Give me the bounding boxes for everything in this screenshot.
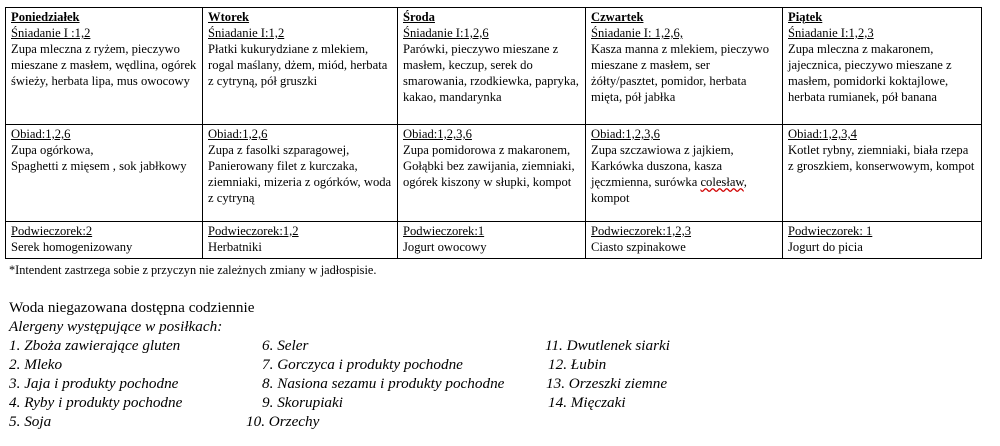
meal-text: Kotlet rybny, ziemniaki, biała rzepa z groszkiem, konserwowym, kompot xyxy=(788,143,975,173)
cell-thursday-snack xyxy=(586,222,783,259)
allergen-item: 5. Soja xyxy=(9,413,52,430)
cell-friday-breakfast xyxy=(783,8,982,125)
meal-text: Herbatniki xyxy=(208,240,262,254)
meal-text xyxy=(591,142,777,206)
allergen-item: 14. Mięczaki xyxy=(548,394,626,411)
allergen-item: 1. Zboża zawierające gluten xyxy=(9,337,181,354)
cell-monday-snack xyxy=(6,222,203,259)
menu-table xyxy=(5,7,982,259)
allergen-item: 2. Mleko xyxy=(9,356,63,373)
meal-text: Zupa mleczna z makaronem, jajecznica, pieczywo mieszane z masłem, pomidorki koktajlowe, herbata rumianek, pół banana xyxy=(788,42,952,104)
day-name: Poniedziałek xyxy=(11,10,80,24)
allergens-title: Alergeny występujące w posiłkach: xyxy=(9,318,223,335)
meal-label: Obiad:1,2,3,6 xyxy=(591,127,660,141)
breakfast-row xyxy=(6,8,982,125)
meal-text-part: , kompot xyxy=(591,175,747,205)
meal-label: Podwieczorek:1,2 xyxy=(208,224,299,238)
cell-tuesday-snack xyxy=(203,222,398,259)
disclaimer-note: *Intendent zastrzega sobie z przyczyn nie zależnych zmiany w jadłospisie. xyxy=(9,263,377,277)
meal-text: Zupa mleczna z ryżem, pieczywo mieszane z masłem, wędlina, ogórek świeży, herbata lipa, mus owocowy xyxy=(11,42,197,88)
allergen-item: 6. Seler xyxy=(262,337,309,354)
cell-friday-snack xyxy=(783,222,982,259)
meal-text-part: Zupa szczawiowa z jajkiem, Karkówka duszona, kasza jęczmienna, surówka xyxy=(591,143,734,189)
meal-label: Podwieczorek: 1 xyxy=(788,224,873,238)
allergen-item: 3. Jaja i produkty pochodne xyxy=(9,375,179,392)
meal-label: Śniadanie I:1,2 xyxy=(208,26,285,40)
meal-label: Obiad:1,2,3,4 xyxy=(788,127,857,141)
day-name: Czwartek xyxy=(591,10,644,24)
allergen-item: 4. Ryby i produkty pochodne xyxy=(9,394,183,411)
allergen-item: 11. Dwutlenek siarki xyxy=(545,337,670,354)
meal-label: Obiad:1,2,6 xyxy=(11,127,71,141)
meal-text: Płatki kukurydziane z mlekiem, rogal maślany, dżem, miód, herbata z cytryną, pół gruszki xyxy=(208,42,388,88)
allergen-item: 10. Orzechy xyxy=(246,413,320,430)
cell-monday-breakfast xyxy=(6,8,203,125)
cell-wednesday-lunch xyxy=(398,125,586,222)
meal-text: Jogurt owocowy xyxy=(403,240,487,254)
meal-text: Zupa ogórkowa, Spaghetti z mięsem , sok jabłkowy xyxy=(11,143,187,173)
cell-thursday-breakfast xyxy=(586,8,783,125)
meal-label: Śniadanie I:1,2,6 xyxy=(403,26,489,40)
meal-label: Podwieczorek:1,2,3 xyxy=(591,224,692,238)
snack-row xyxy=(6,222,982,259)
meal-label: Obiad:1,2,3,6 xyxy=(403,127,472,141)
meal-label: Śniadanie I:1,2,3 xyxy=(788,26,874,40)
meal-label: Podwieczorek:2 xyxy=(11,224,93,238)
meal-label: Podwieczorek:1 xyxy=(403,224,485,238)
meal-text: Zupa z fasolki szparagowej, Panierowany filet z kurczaka, ziemniaki, mizeria z ogórków, woda z cytryną xyxy=(208,143,392,205)
cell-thursday-lunch xyxy=(586,125,783,222)
cell-friday-lunch xyxy=(783,125,982,222)
meal-label: Obiad:1,2,6 xyxy=(208,127,268,141)
meal-text: Serek homogenizowany xyxy=(11,240,133,254)
cell-tuesday-breakfast xyxy=(203,8,398,125)
allergen-item: 12. Łubin xyxy=(548,356,607,373)
allergen-item: 7. Gorczyca i produkty pochodne xyxy=(262,356,463,373)
spellcheck-word: colesław xyxy=(700,175,744,189)
meal-text: Ciasto szpinakowe xyxy=(591,240,686,254)
cell-wednesday-breakfast xyxy=(398,8,586,125)
allergen-item: 9. Skorupiaki xyxy=(262,394,343,411)
water-notice: Woda niegazowana dostępna codziennie xyxy=(9,299,255,316)
meal-text: Parówki, pieczywo mieszane z masłem, keczup, serek do smarowania, rzodkiewka, papryka, kakao, mandarynka xyxy=(403,42,579,104)
allergen-item: 8. Nasiona sezamu i produkty pochodne xyxy=(262,375,505,392)
cell-monday-lunch xyxy=(6,125,203,222)
cell-wednesday-snack xyxy=(398,222,586,259)
meal-text: Kasza manna z mlekiem, pieczywo mieszane z masłem, ser żółty/pasztet, pomidor, herbata mięta, pół jabłka xyxy=(591,42,769,104)
lunch-row xyxy=(6,125,982,222)
meal-text: Zupa pomidorowa z makaronem, Gołąbki bez zawijania, ziemniaki, ogórek kiszony w słupki, kompot xyxy=(403,143,575,189)
meal-label: Śniadanie I: 1,2,6, xyxy=(591,26,683,40)
meal-label: Śniadanie I :1,2 xyxy=(11,26,91,40)
day-name: Środa xyxy=(403,10,435,24)
cell-tuesday-lunch xyxy=(203,125,398,222)
meal-text: Jogurt do picia xyxy=(788,240,863,254)
day-name: Piątek xyxy=(788,10,823,24)
allergen-item: 13. Orzeszki ziemne xyxy=(546,375,668,392)
day-name: Wtorek xyxy=(208,10,250,24)
